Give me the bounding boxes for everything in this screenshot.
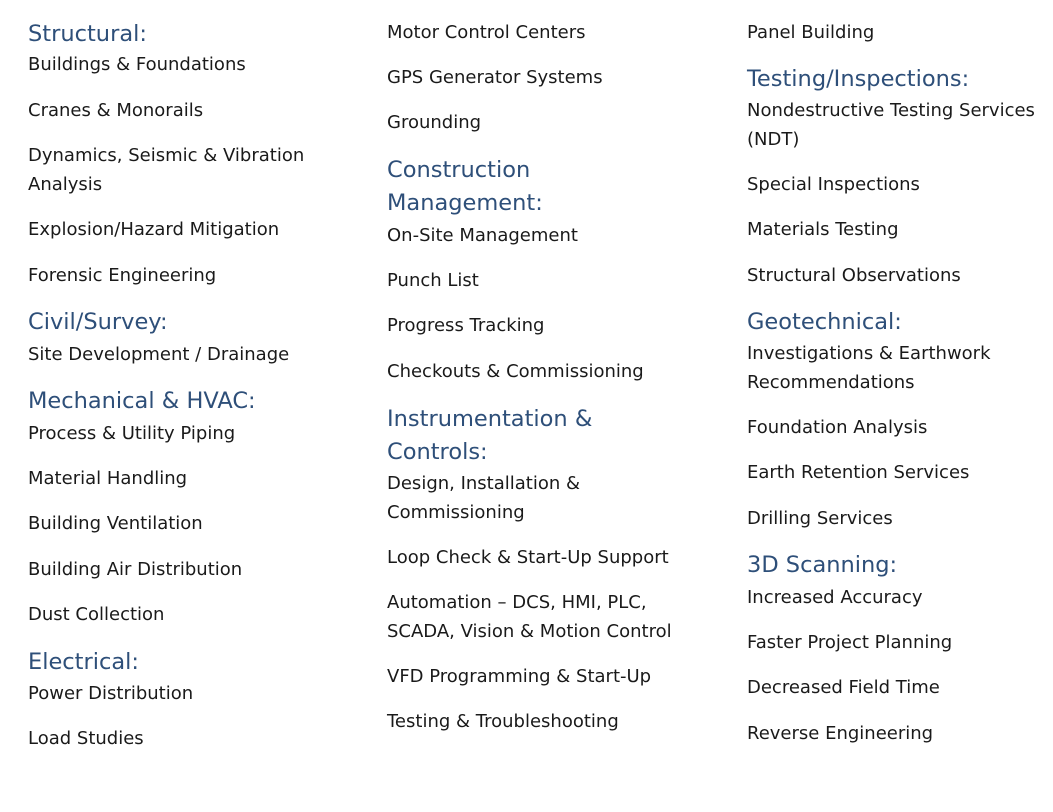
service-item: Material Handling — [28, 468, 188, 489]
service-item: Buildings & Foundations — [28, 54, 246, 75]
service-item: Punch List — [387, 270, 479, 291]
service-item: Forensic Engineering — [28, 265, 217, 286]
service-item: Nondestructive Testing Services — [747, 100, 1035, 121]
section-heading: Testing/Inspections: — [747, 66, 970, 92]
service-item: Cranes & Monorails — [28, 100, 204, 121]
section-heading: 3D Scanning: — [747, 552, 898, 578]
service-item: Design, Installation & — [387, 473, 581, 494]
section-heading: Management: — [387, 190, 543, 216]
section-heading: Structural: — [28, 21, 147, 47]
section-heading: Electrical: — [28, 649, 139, 675]
service-item: Loop Check & Start-Up Support — [387, 547, 669, 568]
service-item: Site Development / Drainage — [28, 344, 290, 365]
service-item: Progress Tracking — [387, 315, 545, 336]
service-item: Reverse Engineering — [747, 723, 934, 744]
service-item: Structural Observations — [747, 265, 961, 286]
service-item: Special Inspections — [747, 174, 920, 195]
section-heading: Controls: — [387, 439, 488, 465]
service-item: Panel Building — [747, 22, 875, 43]
service-item: Foundation Analysis — [747, 417, 928, 438]
service-item: Grounding — [387, 112, 482, 133]
service-item: (NDT) — [747, 129, 800, 150]
service-item: Explosion/Hazard Mitigation — [28, 219, 280, 240]
service-item: Faster Project Planning — [747, 632, 953, 653]
service-item: Building Air Distribution — [28, 559, 243, 580]
service-item: Dynamics, Seismic & Vibration — [28, 145, 305, 166]
service-item: Increased Accuracy — [747, 587, 923, 608]
section-heading: Civil/Survey: — [28, 309, 168, 335]
section-heading: Construction — [387, 157, 531, 183]
service-item: Decreased Field Time — [747, 677, 940, 698]
section-heading: Geotechnical: — [747, 309, 902, 335]
service-item: GPS Generator Systems — [387, 67, 603, 88]
service-item: Building Ventilation — [28, 513, 203, 534]
service-item: Checkouts & Commissioning — [387, 361, 644, 382]
service-item: On-Site Management — [387, 225, 578, 246]
service-item: Commissioning — [387, 502, 525, 523]
service-item: Drilling Services — [747, 508, 893, 529]
service-item: Dust Collection — [28, 604, 165, 625]
service-item: Motor Control Centers — [387, 22, 586, 43]
section-heading: Instrumentation & — [387, 406, 593, 432]
service-item: Analysis — [28, 174, 103, 195]
service-item: Power Distribution — [28, 683, 194, 704]
service-item: Automation – DCS, HMI, PLC, — [387, 592, 647, 613]
service-item: Testing & Troubleshooting — [387, 711, 619, 732]
service-item: Process & Utility Piping — [28, 423, 236, 444]
section-heading: Mechanical & HVAC: — [28, 388, 256, 414]
service-item: Earth Retention Services — [747, 462, 970, 483]
service-item: Load Studies — [28, 728, 144, 749]
service-item: Materials Testing — [747, 219, 899, 240]
service-item: VFD Programming & Start-Up — [387, 666, 652, 687]
service-item: Investigations & Earthwork — [747, 343, 991, 364]
service-item: Recommendations — [747, 372, 915, 393]
service-item: SCADA, Vision & Motion Control — [387, 621, 672, 642]
